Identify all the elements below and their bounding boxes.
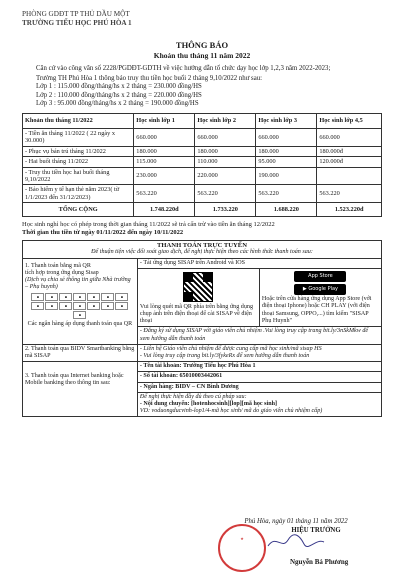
payment-header	[23, 241, 382, 258]
bank-logo: ▪	[31, 293, 44, 301]
row-label: - Bảo hiểm y tế hạn thẻ năm 2023( từ 1/1/2023 đến 31/12/2023)	[23, 185, 134, 203]
fee-list	[22, 83, 382, 109]
store-cell	[259, 268, 381, 327]
table-cell: 180.000đ	[317, 146, 382, 156]
register-instruction: - Đăng ký sử dụng SISAP với giáo viên chủ nhiệm .Vui lòng truy cập trang bit.ly/3nSkMkw để xem hướng dẫn thanh toán	[137, 327, 381, 344]
column-header: Học sinh lớp 3	[256, 113, 317, 128]
sign-role: HIỆU TRƯỞNG	[291, 527, 341, 534]
table-cell: 660.000	[256, 128, 317, 146]
qr-code-icon	[183, 272, 213, 302]
table-row	[23, 146, 382, 156]
table-row	[23, 157, 382, 167]
table-row	[23, 167, 382, 185]
table-cell: 95.000	[256, 157, 317, 167]
notice-title: THÔNG BÁO	[175, 40, 229, 50]
fee-table	[22, 113, 382, 217]
fee-table-header	[23, 113, 382, 128]
payment-subtitle: Để thuận tiện việc đối soát giao dịch, để nghị thực hiện theo các hình thức thanh toán sau:	[91, 249, 313, 256]
table-cell: 230.000	[134, 167, 195, 185]
bank-name: - Ngân hàng: BIDV – CN Bình Dương	[137, 382, 381, 392]
table-cell: 220.000	[195, 167, 256, 185]
row-label: - Hai buổi tháng 11/2022	[23, 157, 134, 167]
account-name: - Tên tài khoản: Trường Tiểu học Phú Hòa 1	[137, 362, 381, 372]
school-stamp-icon: ★	[218, 524, 266, 572]
option1-note: (Dịch vụ chia sẻ thông tin giữa Nhà trường – Phụ huynh)	[25, 277, 131, 291]
bank-logo: ▪	[59, 302, 72, 310]
sign-date: Phú Hòa, ngày 01 tháng 11 năm 2022	[244, 518, 348, 525]
qr-cell	[137, 268, 259, 327]
bidv-line-2: - Vui lòng truy cập trang bit.ly/3fykeRx để xem hướng dẫn thanh toán	[139, 353, 310, 360]
bank-logo: ▪	[115, 302, 128, 310]
column-header: Học sinh lớp 4,5	[317, 113, 382, 128]
column-header: Khoản thu tháng 11/2022	[23, 113, 134, 128]
table-cell: 563.220	[195, 185, 256, 203]
notice-paragraph-1: Căn cứ vào công văn số 2228/PGDĐT-GDTH về việc hướng dẫn tổ chức dạy học lớp 1,2,3 năm 2022-2023;	[36, 65, 331, 72]
fee-line-grade3: Lớp 3 : 95.000 đồng/tháng/hs x 2 tháng = 190.000 đồng/HS	[36, 100, 199, 108]
payment-option-qr	[23, 258, 138, 344]
table-cell: 660.000	[134, 128, 195, 146]
notice-paragraph-2: Trường TH Phú Hòa 1 thông báo truy thu tiền học buổi 2 tháng 9,10/2022 như sau:	[36, 74, 262, 82]
table-cell: 180.000	[256, 146, 317, 156]
bank-logo: ▪	[73, 293, 86, 301]
signer-name: Nguyễn Bá Phương	[290, 558, 349, 566]
bank-logo: ▪	[59, 293, 72, 301]
bank-logos	[25, 293, 135, 319]
bank-logo: ▪	[45, 293, 58, 301]
google-play-badge[interactable]: ▶ Google Play	[294, 284, 346, 295]
absence-note: Học sinh nghỉ học có phép trong thời gian tháng 11/2022 sẽ trả cấn trừ vào tiền ăn tháng 12/2022	[22, 221, 275, 229]
content-syntax: - Nội dung chuyển: [hotenhocsinh][lop][mã học sinh]	[139, 401, 278, 408]
table-cell: 115.000	[134, 157, 195, 167]
table-cell: 180.000	[195, 146, 256, 156]
bank-logo: ▪	[101, 293, 114, 301]
table-cell: 110.000	[195, 157, 256, 167]
document-header	[22, 10, 382, 28]
bank-logo: ▪	[87, 293, 100, 301]
bank-logo: ▪	[73, 311, 86, 319]
option1-desc: tích hợp trong ứng dụng Sisap	[25, 269, 99, 276]
department-name: PHÒNG GDĐT TP THỦ DẦU MỘT	[22, 10, 130, 18]
fee-line-grade2: Lớp 2 : 110.000 đồng/tháng/hs x 2 tháng = 220.000 đồng/HS	[36, 91, 202, 99]
row-label: - Phục vụ bán trú tháng 11/2022	[23, 146, 134, 156]
table-cell: 660.000	[195, 128, 256, 146]
bank-logo: ▪	[87, 302, 100, 310]
total-label: TỔNG CỘNG	[23, 203, 134, 217]
payment-table	[22, 240, 382, 417]
collection-period: Thời gian thu tiền từ ngày 01/11/2022 đến ngày 10/11/2022	[22, 229, 184, 237]
total-cell: 1.688.220	[256, 203, 317, 217]
table-cell: 563.220	[256, 185, 317, 203]
handwritten-signature-icon	[266, 532, 326, 552]
content-example: VD: voduongducvinh-lop1/4-mã học sinh/ mã do giáo viên chủ nhiệm cấp)	[139, 408, 323, 415]
total-cell: 1.748.220đ	[134, 203, 195, 217]
table-cell: 660.000	[317, 128, 382, 146]
total-cell: 1.523.220đ	[317, 203, 382, 217]
table-cell	[317, 167, 382, 185]
row-label: - Tiền ăn tháng 11/2022 ( 22 ngày x 30.000)	[23, 128, 134, 146]
bank-logo: ▪	[73, 302, 86, 310]
store-instruction: Hoặc trên cửa hàng ứng dụng App Store (với điện thoại Iphone) hoặc CH PLAY (với điện thoại Samsung, OPPO,...) tìm kiếm "SISAP Phụ Huynh"	[261, 296, 372, 324]
total-cell: 1.733.220	[195, 203, 256, 217]
table-row	[23, 128, 382, 146]
option1-banks: Các ngân hàng áp dụng thanh toán qua QR	[27, 321, 133, 328]
bidv-instructions	[137, 344, 381, 361]
column-header: Học sinh lớp 1	[134, 113, 195, 128]
school-name: TRƯỜNG TIỂU HỌC PHÚ HÒA 1	[22, 19, 132, 27]
total-row	[23, 203, 382, 217]
content-note: Để nghị thực hiện đầy đủ theo cú pháp sau:	[139, 393, 247, 400]
account-number: - Số tài khoản: 65010003442061	[137, 372, 381, 382]
payment-option-internet-banking: 3. Thanh toán qua Internet banking hoặc Mobile banking theo thông tin sau:	[23, 362, 138, 417]
option1-title: 1. Thanh toán bằng mã QR	[25, 262, 91, 269]
bank-logo: ▪	[45, 302, 58, 310]
payment-title: THANH TOÁN TRỰC TUYẾN	[157, 242, 247, 250]
table-row	[23, 185, 382, 203]
transfer-content	[137, 392, 381, 417]
bidv-line-1: - Liên hệ Giáo viên chủ nhiệm để được cung cấp mã học sinh/mã sisap HS	[139, 345, 322, 352]
column-header: Học sinh lớp 2	[195, 113, 256, 128]
bank-logo: ▪	[115, 293, 128, 301]
notice-subtitle: Khoản thu tháng 11 năm 2022	[153, 51, 251, 60]
table-cell: 180.000	[134, 146, 195, 156]
table-cell: 120.000đ	[317, 157, 382, 167]
payment-option-bidv: 2. Thanh toán qua BIDV Smartbanking bằng mã SISAP	[23, 344, 138, 361]
app-store-badge[interactable]: App Store	[294, 271, 346, 282]
table-cell: 563.220	[134, 185, 195, 203]
install-instruction: - Tải ứng dụng SISAP trên Android và IOS	[137, 258, 381, 268]
fee-line-grade1: Lớp 1 : 115.000 đồng/tháng/hs x 2 tháng = 230.000 đồng/HS	[36, 83, 202, 91]
table-cell: 563.220	[317, 185, 382, 203]
row-label: - Truy thu tiền học hai buổi tháng 9,10/2022	[23, 167, 134, 185]
bank-logo: ▪	[31, 302, 44, 310]
bank-logo: ▪	[101, 302, 114, 310]
qr-instruction: Vui lòng quét mã QR phía trên bằng ứng dụng chụp ảnh trên điện thoại để cài SISAP về điện thoại	[139, 303, 253, 325]
table-cell: 190.000	[256, 167, 317, 185]
notice-note	[22, 221, 382, 237]
